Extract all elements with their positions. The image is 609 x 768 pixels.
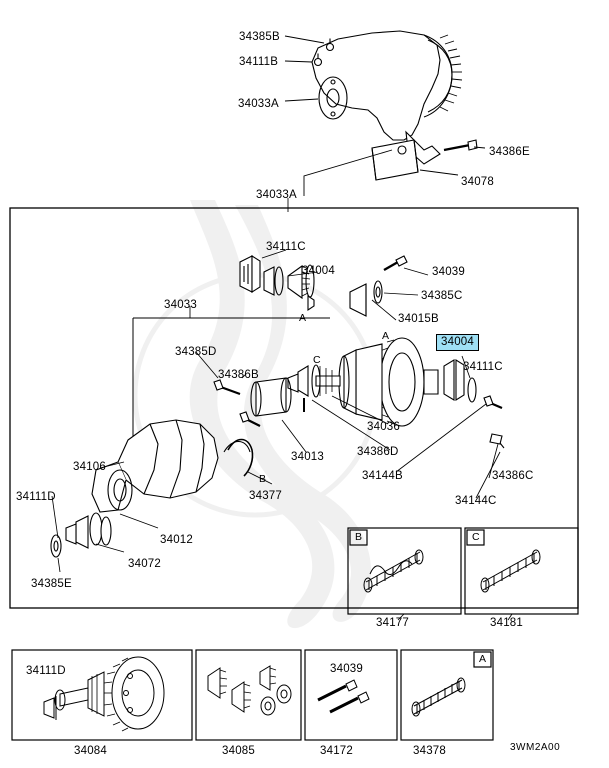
- label-34084: 34084: [74, 745, 107, 757]
- bottom-boxes-graphics: [12, 650, 493, 740]
- label-34072: 34072: [128, 558, 161, 570]
- spring-boxes-graphics: [348, 528, 578, 620]
- spring-box-tag-c: C: [472, 531, 480, 543]
- label-34039-main: 34039: [432, 266, 465, 278]
- main-panel-frame: [10, 208, 578, 608]
- label-34385b: 34385B: [239, 31, 280, 43]
- label-34386d: 34386D: [357, 446, 399, 458]
- label-callout-a-mid: A: [382, 330, 390, 342]
- label-34004-upper: 34004: [302, 265, 335, 277]
- label-callout-a-upper: A: [299, 312, 307, 324]
- label-34039-box: 34039: [330, 663, 363, 675]
- label-34111d-main: 34111D: [16, 491, 56, 503]
- label-34177: 34177: [376, 617, 409, 629]
- label-34033a-top: 34033A: [238, 98, 279, 110]
- label-34033a-main: 34033A: [256, 189, 297, 201]
- label-34013: 34013: [291, 451, 324, 463]
- label-34015b: 34015B: [398, 313, 439, 325]
- label-34386c: 34386C: [492, 470, 534, 482]
- label-34111c-lower: 34111C: [463, 361, 503, 373]
- label-34386b: 34386B: [218, 369, 259, 381]
- bottom-box-tag-a: A: [479, 653, 487, 665]
- label-callout-b-low: B: [259, 473, 267, 485]
- label-34386e: 34386E: [489, 146, 530, 158]
- label-34004-highlighted[interactable]: 34004: [436, 334, 479, 351]
- label-34111c-upper: 34111C: [266, 241, 306, 253]
- label-34106: 34106: [73, 461, 106, 473]
- label-callout-c-mid: C: [313, 354, 321, 366]
- label-34144c: 34144C: [455, 495, 497, 507]
- label-34377: 34377: [249, 490, 282, 502]
- label-34144b: 34144B: [362, 470, 403, 482]
- label-34012: 34012: [160, 534, 193, 546]
- label-34033: 34033: [164, 299, 197, 311]
- spring-box-tag-b: B: [355, 531, 363, 543]
- top-differential-carrier: [312, 31, 477, 180]
- label-34085: 34085: [222, 745, 255, 757]
- label-34111d-box: 34111D: [26, 665, 66, 677]
- label-34078: 34078: [461, 176, 494, 188]
- figure-code: 3WM2A00: [510, 742, 561, 753]
- label-34181: 34181: [490, 617, 523, 629]
- label-34378: 34378: [413, 745, 446, 757]
- label-34172: 34172: [320, 745, 353, 757]
- label-34385e: 34385E: [31, 578, 72, 590]
- label-34111b: 34111B: [239, 56, 279, 68]
- label-34036: 34036: [367, 421, 400, 433]
- label-34385d: 34385D: [175, 346, 217, 358]
- label-34385c: 34385C: [421, 290, 463, 302]
